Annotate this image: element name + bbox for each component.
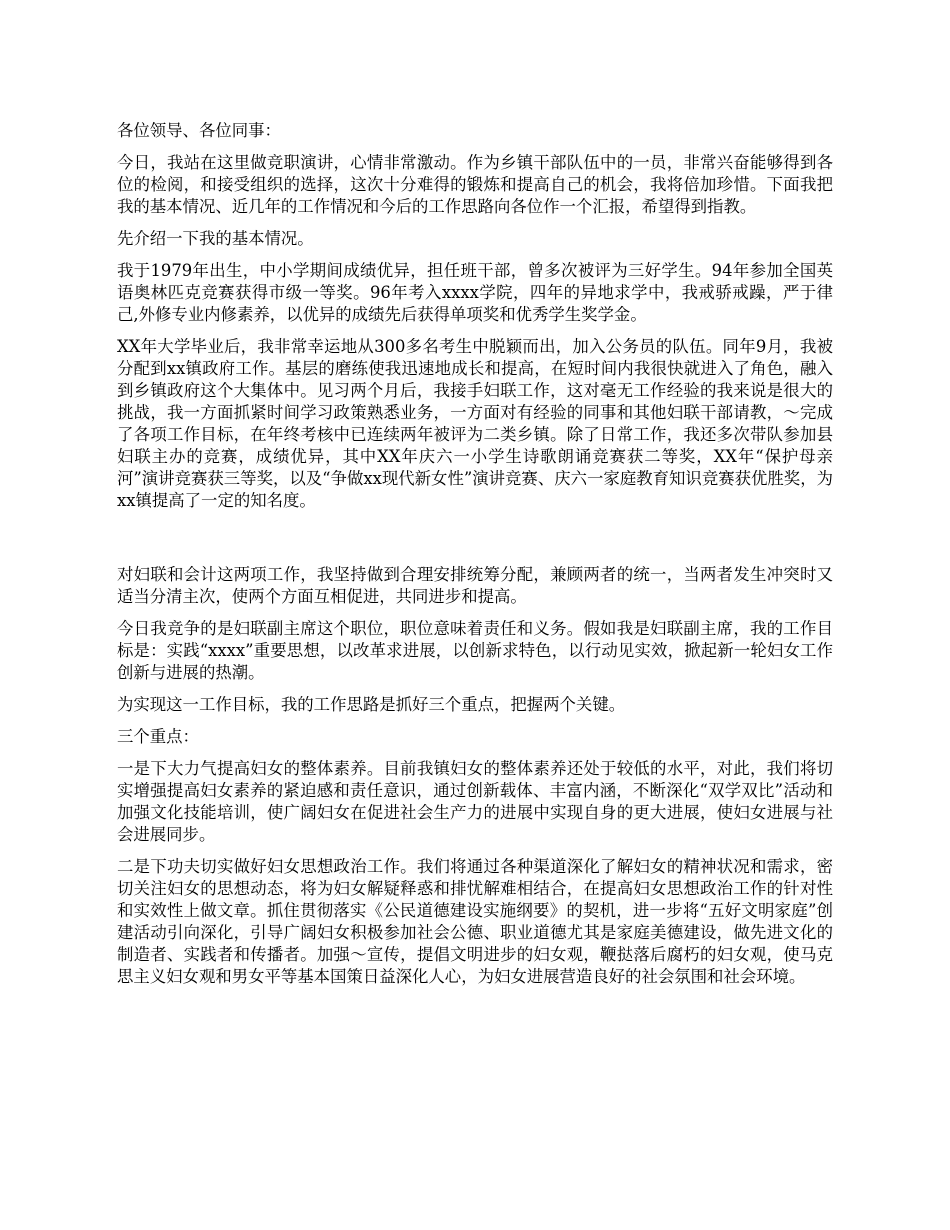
- paragraph-approach: 为实现这一工作目标，我的工作思路是抓好三个重点，把握两个关键。: [117, 695, 626, 714]
- paragraph-intro-basic: 先介绍一下我的基本情况。: [117, 229, 314, 248]
- document-body: [117, 120, 833, 998]
- paragraph-opening: 今日，我站在这里做竞职演讲，心情非常激动。作为乡镇干部队伍中的一员，非常兴奋能够得到各位的检阅，和接受组织的选择，这次十分难得的锻炼和提高自己的机会，我将倍加珍惜。下面我把我的基本情况、近几年的工作情况和今后的工作思路向各位作一个汇报，希望得到指教。: [117, 153, 833, 216]
- paragraph-balance-work: 对妇联和会计这两项工作，我坚持做到合理安排统筹分配，兼顾两者的统一，当两者发生冲突时又适当分清主次，使两个方面互相促进，共同进步和提高。: [117, 565, 833, 606]
- greeting: 各位领导、各位同事：: [117, 121, 281, 140]
- paragraph-goal: 今日我竞争的是妇联副主席这个职位，职位意味着责任和义务。假如我是妇联副主席，我的工作目标是：实践“xxxx”重要思想，以改革求进展，以创新求特色，以行动见实效，掀起新一轮妇女工作创新与进展的热潮。: [117, 619, 833, 682]
- paragraph-point-two: 二是下功夫切实做好妇女思想政治工作。我们将通过各种渠道深化了解妇女的精神状况和需求，密切关注妇女的思想动态，将为妇女解疑释惑和排忧解难相结合，在提高妇女思想政治工作的针对性和实效性上做文章。抓住贯彻落实《公民道德建设实施纲要》的契机，进一步将“五好文明家庭”创建活动引向深化，引导广阔妇女积极参加社会公德、职业道德尤其是家庭美德建设，做先进文化的制造者、实践者和传播者。加强～宣传，提倡文明进步的妇女观，鞭挞落后腐朽的妇女观，使马克思主义妇女观和男女平等基本国策日益深化人心，为妇女进展营造良好的社会氛围和社会环境。: [117, 857, 833, 986]
- blank-gap: [117, 522, 833, 564]
- paragraph-career: XX年大学毕业后，我非常幸运地从300多名考生中脱颖而出，加入公务员的队伍。同年9月，我被分配到xx镇政府工作。基层的磨练使我迅速地成长和提高，在短时间内我很快就进入了角色，融入到乡镇政府这个大集体中。见习两个月后，我接手妇联工作，这对毫无工作经验的我来说是很大的挑战，我一方面抓紧时间学习政策熟悉业务，一方面对有经验的同事和其他妇联干部请教，～完成了各项工作目标，在年终考核中已连续两年被评为二类乡镇。除了日常工作，我还多次带队参加县妇联主办的竞赛，成绩优异，其中XX年庆六一小学生诗歌朗诵竞赛获二等奖，XX年“保护母亲河”演讲竞赛获三等奖，以及“争做xx现代新女性”演讲竞赛、庆六一家庭教育知识竞赛获优胜奖，为xx镇提高了一定的知名度。: [117, 337, 833, 510]
- paragraph-education: 我于1979年出生，中小学期间成绩优异，担任班干部，曾多次被评为三好学生。94年参加全国英语奥林匹克竞赛获得市级一等奖。96年考入xxxx学院，四年的异地求学中，我戒骄戒躁，严于律己,外修专业内修素养，以优异的成绩先后获得单项奖和优秀学生奖学金。: [117, 261, 833, 324]
- paragraph-three-points-heading: 三个重点：: [117, 727, 199, 746]
- paragraph-point-one: 一是下大力气提高妇女的整体素养。目前我镇妇女的整体素养还处于较低的水平，对此，我们将切实增强提高妇女素养的紧迫感和责任意识，通过创新载体、丰富内涵，不断深化“双学双比”活动和加强文化技能培训，使广阔妇女在促进社会生产力的进展中实现自身的更大进展，使妇女进展与社会进展同步。: [117, 759, 833, 844]
